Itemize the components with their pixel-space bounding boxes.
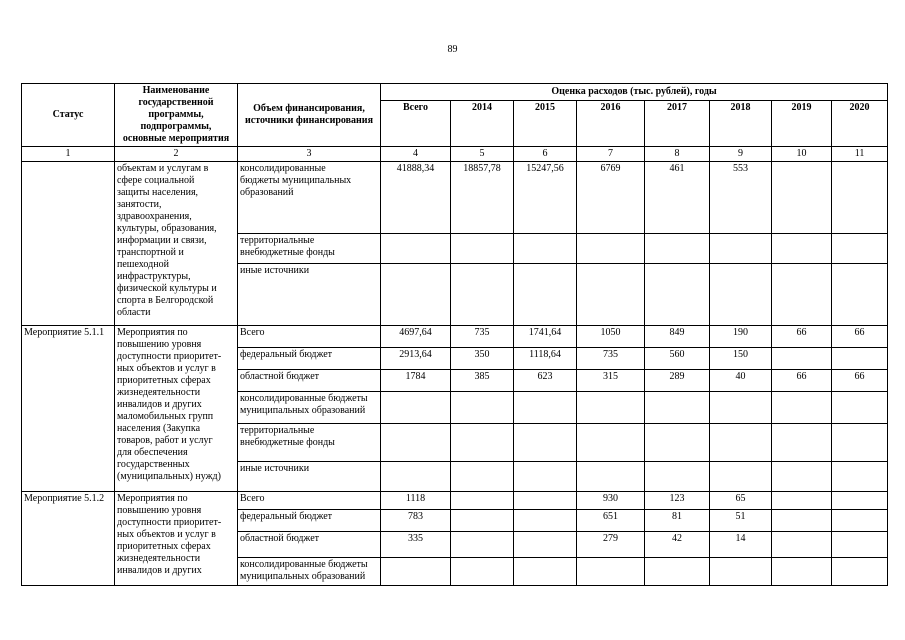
value-cell xyxy=(645,392,710,424)
value-cell: 783 xyxy=(381,510,451,532)
financing-source: иные источники xyxy=(238,264,381,326)
value-cell xyxy=(832,424,888,462)
value-cell xyxy=(514,264,577,326)
value-cell: 735 xyxy=(577,348,645,370)
value-cell: 150 xyxy=(710,348,772,370)
value-cell: 66 xyxy=(832,370,888,392)
header-year: 2019 xyxy=(772,100,832,146)
table-row xyxy=(22,492,888,510)
column-number: 7 xyxy=(577,147,645,162)
value-cell: 123 xyxy=(645,492,710,510)
financing-source: иные источники xyxy=(238,462,381,492)
value-cell xyxy=(772,462,832,492)
value-cell xyxy=(710,234,772,264)
program-text: объектам и услугам в сфере социальной защиты населения, занятости, здравоохранения, культуры, образования, информации и связи, транспортной и пешеходной инфраструктуры, физической культуры и спорта в Белгородской области xyxy=(115,162,238,326)
value-cell xyxy=(832,510,888,532)
value-cell xyxy=(451,392,514,424)
value-cell xyxy=(832,462,888,492)
value-cell: 849 xyxy=(645,326,710,348)
value-cell xyxy=(451,264,514,326)
value-cell xyxy=(832,348,888,370)
status-cell: Мероприятие 5.1.1 xyxy=(22,326,115,492)
column-number: 1 xyxy=(22,147,115,162)
value-cell: 2913,64 xyxy=(381,348,451,370)
budget-table xyxy=(21,83,888,586)
value-cell: 66 xyxy=(832,326,888,348)
value-cell xyxy=(772,264,832,326)
column-number: 9 xyxy=(710,147,772,162)
value-cell xyxy=(710,392,772,424)
value-cell xyxy=(514,234,577,264)
program-text: Мероприятия по повышению уровня доступности приоритет- ных объектов и услуг в приоритетных сферах жизнедеятельности инвалидов и других xyxy=(115,492,238,586)
value-cell: 40 xyxy=(710,370,772,392)
value-cell xyxy=(577,424,645,462)
value-cell xyxy=(772,532,832,558)
value-cell: 4697,64 xyxy=(381,326,451,348)
value-cell xyxy=(381,558,451,586)
value-cell: 335 xyxy=(381,532,451,558)
value-cell: 461 xyxy=(645,162,710,234)
value-cell xyxy=(514,558,577,586)
value-cell: 289 xyxy=(645,370,710,392)
header-year: 2020 xyxy=(832,100,888,146)
value-cell xyxy=(514,392,577,424)
column-number: 10 xyxy=(772,147,832,162)
value-cell xyxy=(772,162,832,234)
value-cell: 385 xyxy=(451,370,514,392)
value-cell xyxy=(451,532,514,558)
value-cell: 279 xyxy=(577,532,645,558)
column-number: 2 xyxy=(115,147,238,162)
value-cell xyxy=(451,234,514,264)
value-cell: 18857,78 xyxy=(451,162,514,234)
page-number: 89 xyxy=(447,44,458,55)
value-cell: 315 xyxy=(577,370,645,392)
value-cell xyxy=(772,492,832,510)
value-cell xyxy=(645,264,710,326)
value-cell: 1050 xyxy=(577,326,645,348)
header-year: 2015 xyxy=(514,100,577,146)
value-cell xyxy=(381,264,451,326)
value-cell: 81 xyxy=(645,510,710,532)
value-cell xyxy=(645,558,710,586)
value-cell xyxy=(451,558,514,586)
value-cell xyxy=(645,424,710,462)
value-cell xyxy=(645,462,710,492)
financing-source: Всего xyxy=(238,326,381,348)
value-cell xyxy=(381,424,451,462)
value-cell: 6769 xyxy=(577,162,645,234)
column-number: 5 xyxy=(451,147,514,162)
value-cell: 1118,64 xyxy=(514,348,577,370)
status-cell-empty xyxy=(22,162,115,326)
value-cell xyxy=(381,462,451,492)
table-row xyxy=(22,326,888,348)
financing-source: консолидированные бюджеты муниципальных образований xyxy=(238,558,381,586)
value-cell xyxy=(710,264,772,326)
value-cell xyxy=(772,510,832,532)
value-cell xyxy=(577,234,645,264)
financing-source: областной бюджет xyxy=(238,532,381,558)
value-cell: 560 xyxy=(645,348,710,370)
financing-source: консолидированные бюджеты муниципальных образований xyxy=(238,162,381,234)
value-cell: 930 xyxy=(577,492,645,510)
value-cell xyxy=(451,462,514,492)
table-row xyxy=(22,162,888,234)
financing-source: консолидированные бюджеты муниципальных образований xyxy=(238,392,381,424)
financing-source: федеральный бюджет xyxy=(238,348,381,370)
value-cell xyxy=(772,558,832,586)
value-cell: 66 xyxy=(772,326,832,348)
value-cell: 65 xyxy=(710,492,772,510)
value-cell: 623 xyxy=(514,370,577,392)
column-number: 8 xyxy=(645,147,710,162)
value-cell xyxy=(514,510,577,532)
value-cell xyxy=(772,234,832,264)
value-cell xyxy=(451,492,514,510)
financing-source: территориальные внебюджетные фонды xyxy=(238,424,381,462)
financing-source: федеральный бюджет xyxy=(238,510,381,532)
header-financing: Объем финансирования, источники финансирования xyxy=(238,84,381,147)
value-cell: 14 xyxy=(710,532,772,558)
value-cell xyxy=(832,234,888,264)
header-year: 2014 xyxy=(451,100,514,146)
value-cell: 553 xyxy=(710,162,772,234)
value-cell xyxy=(577,392,645,424)
value-cell: 1741,64 xyxy=(514,326,577,348)
column-number: 6 xyxy=(514,147,577,162)
value-cell xyxy=(577,264,645,326)
program-text: Мероприятия по повышению уровня доступности приоритет- ных объектов и услуг в приоритетных сферах жизнедеятельности инвалидов и других маломобильных групп населения (Закупка товаров, работ и услуг для обеспечения государственных (муниципальных) нужд) xyxy=(115,326,238,492)
header-program-name: Наименование государственной программы, подпрограммы, основные мероприятия xyxy=(115,84,238,147)
value-cell xyxy=(514,532,577,558)
value-cell: 41888,34 xyxy=(381,162,451,234)
financing-source: Всего xyxy=(238,492,381,510)
column-number: 4 xyxy=(381,147,451,162)
financing-source: территориальные внебюджетные фонды xyxy=(238,234,381,264)
value-cell: 1784 xyxy=(381,370,451,392)
value-cell xyxy=(832,492,888,510)
value-cell: 1118 xyxy=(381,492,451,510)
value-cell xyxy=(645,234,710,264)
value-cell: 735 xyxy=(451,326,514,348)
value-cell: 190 xyxy=(710,326,772,348)
value-cell: 66 xyxy=(772,370,832,392)
value-cell xyxy=(710,424,772,462)
value-cell: 350 xyxy=(451,348,514,370)
header-year-total: Всего xyxy=(381,100,451,146)
value-cell xyxy=(832,162,888,234)
value-cell xyxy=(514,462,577,492)
value-cell xyxy=(832,264,888,326)
status-cell: Мероприятие 5.1.2 xyxy=(22,492,115,586)
value-cell: 51 xyxy=(710,510,772,532)
column-number: 11 xyxy=(832,147,888,162)
header-status: Статус xyxy=(22,84,115,147)
header-costs-title: Оценка расходов (тыс. рублей), годы xyxy=(381,84,888,101)
value-cell xyxy=(710,462,772,492)
value-cell: 42 xyxy=(645,532,710,558)
value-cell xyxy=(381,234,451,264)
value-cell xyxy=(577,462,645,492)
value-cell xyxy=(710,558,772,586)
header-year: 2018 xyxy=(710,100,772,146)
value-cell xyxy=(514,424,577,462)
value-cell xyxy=(451,424,514,462)
column-number: 3 xyxy=(238,147,381,162)
value-cell xyxy=(772,348,832,370)
value-cell xyxy=(381,392,451,424)
value-cell xyxy=(832,558,888,586)
value-cell xyxy=(514,492,577,510)
value-cell xyxy=(772,392,832,424)
value-cell xyxy=(772,424,832,462)
financing-source: областной бюджет xyxy=(238,370,381,392)
value-cell: 15247,56 xyxy=(514,162,577,234)
value-cell xyxy=(832,532,888,558)
value-cell xyxy=(577,558,645,586)
header-year: 2017 xyxy=(645,100,710,146)
value-cell xyxy=(451,510,514,532)
value-cell xyxy=(832,392,888,424)
value-cell: 651 xyxy=(577,510,645,532)
header-year: 2016 xyxy=(577,100,645,146)
